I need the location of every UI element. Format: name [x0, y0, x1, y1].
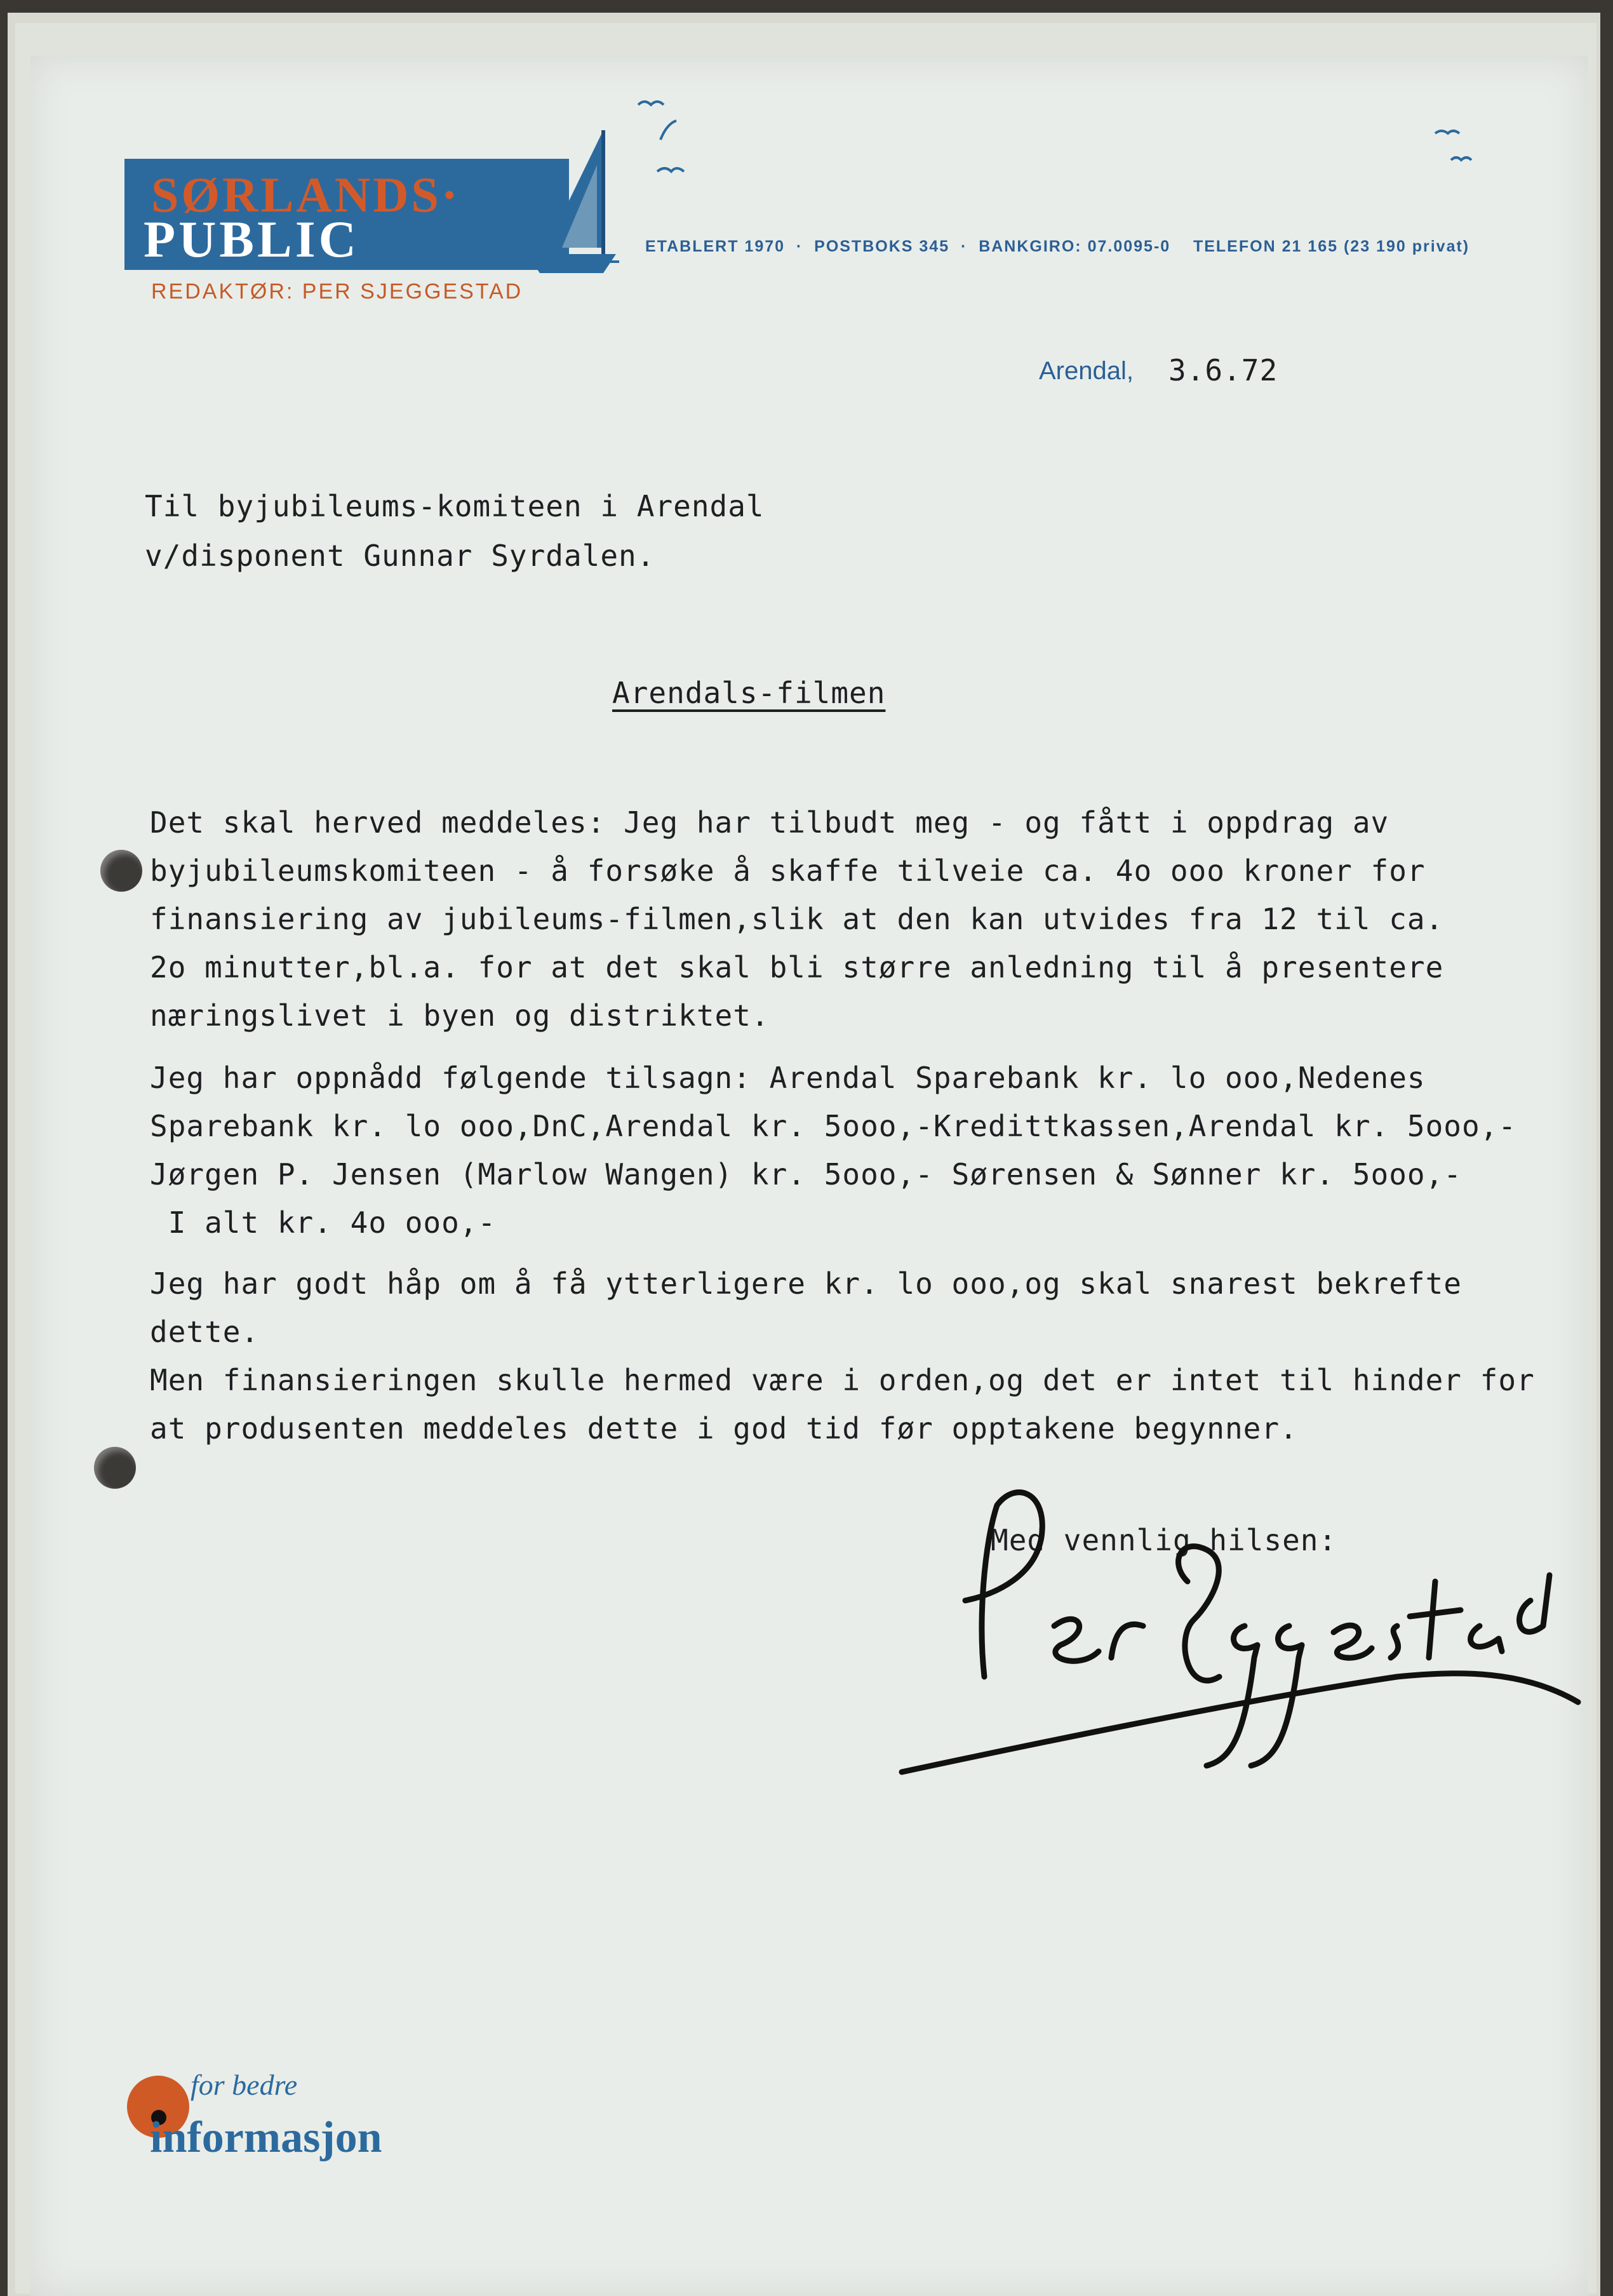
body-line: Sparebank kr. lo ooo,DnC,Arendal kr. 5ooo,-Kredittkassen,Arendal kr. 5ooo,-: [150, 1109, 1517, 1143]
body-line: 2o minutter,bl.a. for at det skal bli større anledning til å presentere: [150, 950, 1444, 984]
body-line: Jeg har godt håp om å få ytterligere kr. lo ooo,og skal snarest bekrefte: [150, 1266, 1462, 1301]
recipient-line-2: v/disponent Gunnar Syrdalen.: [145, 539, 655, 573]
letterhead-info: ETABLERT 1970 · POSTBOKS 345 · BANKGIRO: 07.0095-0 TELEFON 21 165 (23 190 privat): [645, 238, 1470, 255]
seagulls-icon: [629, 89, 1486, 184]
body-line: finansiering av jubileums-filmen,slik at den kan utvides fra 12 til ca.: [150, 902, 1444, 936]
punch-hole-bottom: [94, 1447, 136, 1489]
recipient-line-1: Til byjubileums-komiteen i Arendal: [145, 489, 765, 523]
body-line: Det skal herved meddeles: Jeg har tilbudt meg - og fått i oppdrag av: [150, 805, 1389, 840]
body-line: Jeg har oppnådd følgende tilsagn: Arendal Sparebank kr. lo ooo,Nedenes: [150, 1061, 1426, 1095]
date-place: Arendal,: [1039, 357, 1134, 385]
body-line: at produsenten meddeles dette i god tid før opptakene begynner.: [150, 1411, 1298, 1446]
date-value: 3.6.72: [1168, 353, 1278, 387]
body-line: næringslivet i byen og distriktet.: [150, 998, 770, 1033]
subject-heading: Arendals-filmen: [612, 676, 886, 710]
footer-tagline-big: informasjon: [150, 2113, 382, 2162]
body-line: dette.: [150, 1315, 260, 1349]
body-line: Jørgen P. Jensen (Marlow Wangen) kr. 5ooo,- Sørensen & Sønner kr. 5ooo,-: [150, 1157, 1462, 1192]
footer-tagline-small: for bedre: [191, 2069, 298, 2101]
punch-hole-top: [100, 850, 142, 892]
body-line: I alt kr. 4o ooo,-: [150, 1205, 497, 1240]
logo-line-1: SØRLANDS·: [151, 167, 460, 222]
logo-line-2: PUBLIC: [144, 210, 359, 268]
body-line: Men finansieringen skulle hermed være i orden,og det er intet til hinder for: [150, 1363, 1535, 1397]
editor-line: REDAKTØR: PER SJEGGESTAD: [151, 279, 523, 304]
handwritten-signature: [889, 1467, 1594, 1797]
closing: Med vennlig hilsen:: [991, 1523, 1337, 1557]
body-line: byjubileumskomiteen - å forsøke å skaffe tilveie ca. 4o ooo kroner for: [150, 854, 1426, 888]
sailboat-icon: [502, 127, 622, 279]
